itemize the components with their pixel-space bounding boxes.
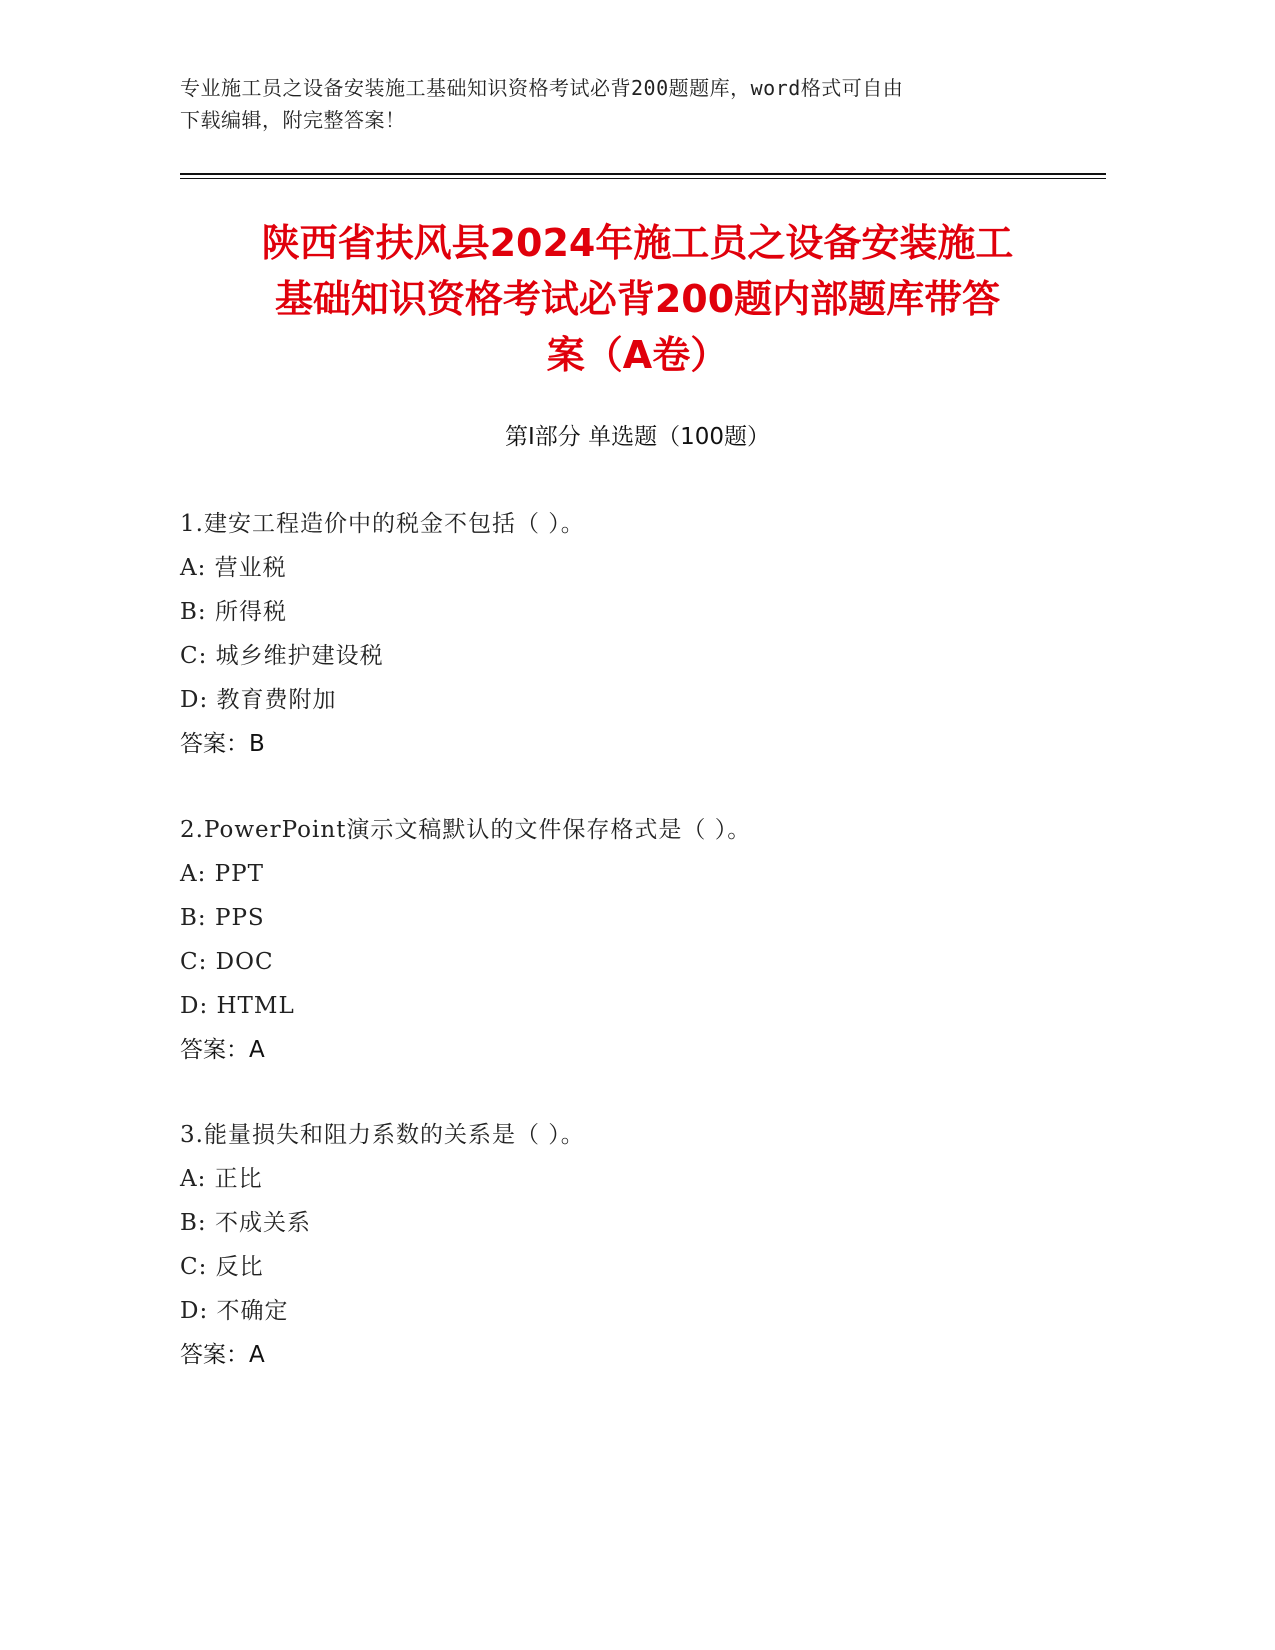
question-1 xyxy=(180,502,1120,766)
header-divider-thin xyxy=(180,178,1106,179)
question-stem: 1.建安工程造价中的税金不包括（ ）。 xyxy=(180,511,585,537)
option-d: D: 教育费附加 xyxy=(180,687,337,713)
question-stem: 2.PowerPoint演示文稿默认的文件保存格式是（ ）。 xyxy=(180,817,752,843)
title-line-1: 陕西省扶风县2024年施工员之设备安装施工 xyxy=(261,221,1014,265)
option-c: C: DOC xyxy=(180,949,274,975)
option-b: B: 所得税 xyxy=(180,599,287,625)
header-note-line-1: 专业施工员之设备安装施工基础知识资格考试必背200题题库，word格式可自由 xyxy=(180,76,904,100)
question-3 xyxy=(180,1113,1120,1377)
section-heading: 第Ⅰ部分 单选题（100题） xyxy=(505,424,770,450)
option-b: B: PPS xyxy=(180,905,265,931)
option-d: D: 不确定 xyxy=(180,1298,289,1324)
answer: 答案：A xyxy=(180,1342,265,1368)
option-d: D: HTML xyxy=(180,993,295,1019)
option-a: A: 营业税 xyxy=(180,555,287,581)
option-b: B: 不成关系 xyxy=(180,1210,311,1236)
title-line-2: 基础知识资格考试必背200题内部题库带答 xyxy=(274,277,1001,321)
option-c: C: 城乡维护建设税 xyxy=(180,643,384,669)
answer: 答案：B xyxy=(180,731,265,757)
option-c: C: 反比 xyxy=(180,1254,264,1280)
question-stem: 3.能量损失和阻力系数的关系是（ ）。 xyxy=(180,1122,585,1148)
option-a: A: 正比 xyxy=(180,1166,263,1192)
option-a: A: PPT xyxy=(180,861,264,887)
title-line-3: 案（A卷） xyxy=(546,333,729,377)
header-note xyxy=(180,72,1060,136)
answer: 答案：A xyxy=(180,1037,265,1063)
document-title xyxy=(160,215,1115,383)
header-note-line-2: 下载编辑，附完整答案！ xyxy=(180,108,406,132)
header-divider-thick xyxy=(180,173,1106,175)
question-2 xyxy=(180,808,1120,1072)
